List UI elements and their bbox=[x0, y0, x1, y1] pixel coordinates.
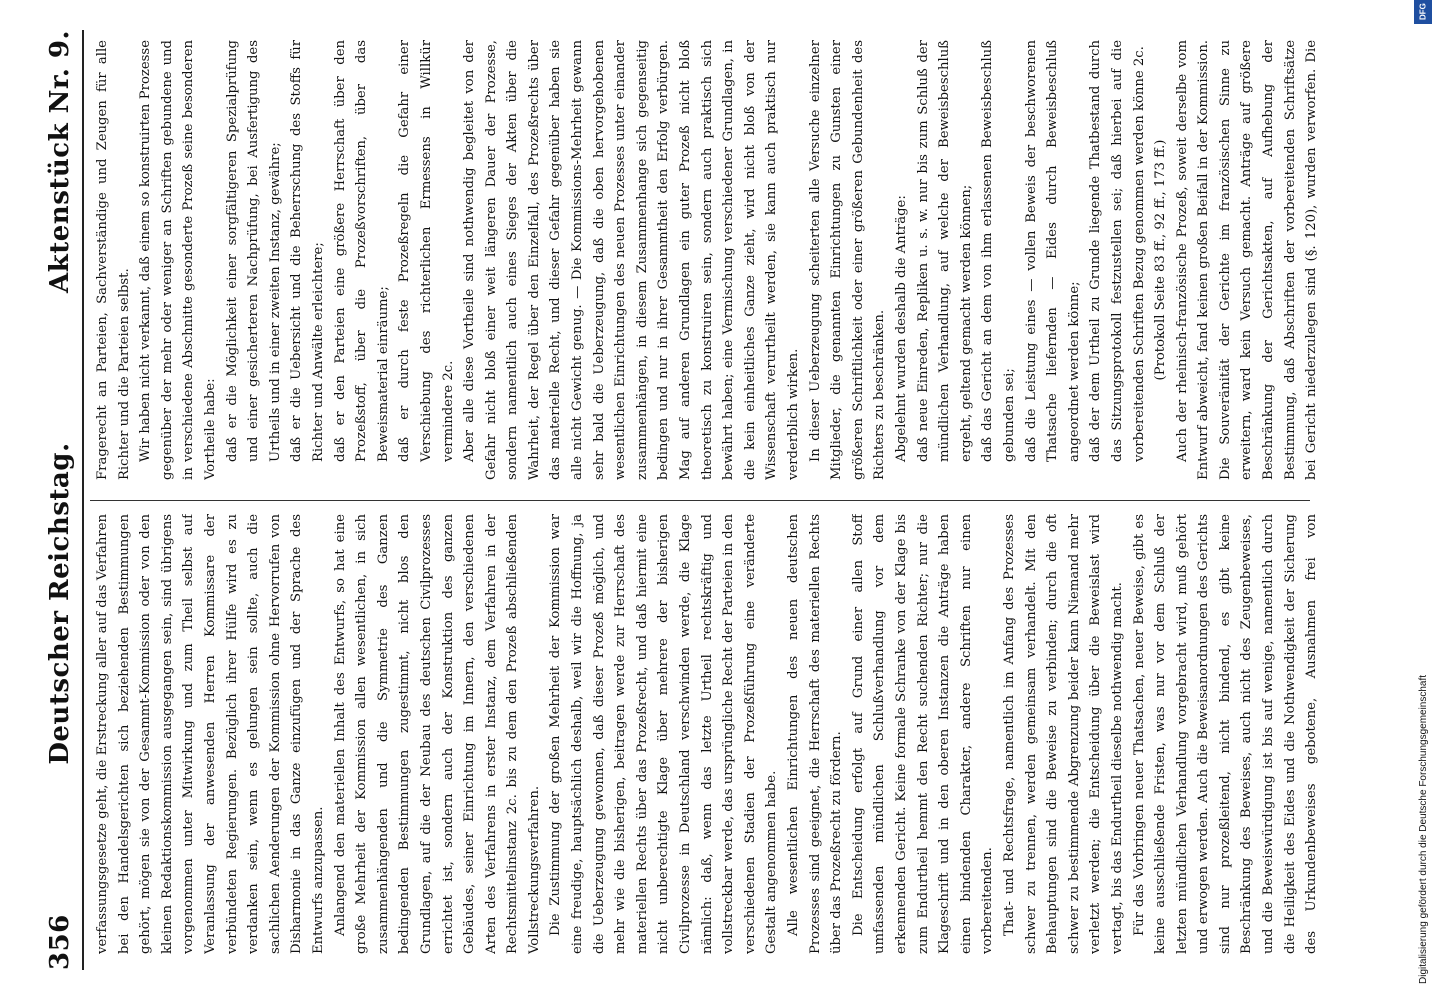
watermark-text: Digitalisierung gefördert durch die Deutsche Forschungsgemeinschaft bbox=[1418, 674, 1429, 984]
list-item: daß die Leistung eines — vollen Beweis der beschworenen Thatsache liefernden — Eides durch Beweisbeschluß angeordnet werden könne; bbox=[1023, 40, 1082, 462]
page-number: 356 bbox=[45, 914, 75, 970]
paragraph: Die Zustimmung der großen Mehrheit der Kommission war eine freudige, hauptsächlich deshalb, weil wir die Hoffnung, ja die Ueberzeugung gewonnen, daß dieser Prozeß möglich, und mehr wie die bisherigen, beitragen werde zur Herrschaft des materiellen Rechts über das Prozeßrecht, und daß hiermit eine nicht unberechtigte Klage über mehrere der bisherigen Civilprozesse in Deutschland verschwinden werde, die Klage nämlich: daß, wenn das letzte Urtheil rechtskräftig und vollstreckbar werde, das ursprüngliche Recht der Parteien in den verschiedenen Stadien der Prozeßführung eine veränderte Gestalt angenommen habe. bbox=[548, 514, 780, 954]
paragraph: Abgelehnt wurden deshalb die Anträge: bbox=[893, 195, 909, 462]
paragraph: Fragerecht an Parteien, Sachverständige und Zeugen für alle Richter und die Parteien selbst. bbox=[95, 40, 132, 480]
list-item: daß das Gericht an dem von ihm erlassenen Beweisbeschluß gebunden sei; bbox=[980, 40, 1017, 462]
page-header bbox=[40, 30, 80, 970]
dfg-logo: DFG bbox=[1414, 0, 1432, 24]
paragraph: Für das Vorbringen neuer Thatsachen, neuer Beweise, gibt es keine ausschließende Fristen, was nur vor dem Schluß der letzten mündlichen Verhandlung vorgebracht wird, muß gehört und erwogen werden. Auch die Beweisanordnungen des Gerichts sind nur prozeßleitend, nicht bindend, es gibt keine Beschränkung des Beweises, auch nicht des Zeugenbeweises, und die Beweiswürdigung ist bis auf wenige, namentlich durch die Heiligkeit des Eides und die Nothwendigkeit der Sicherung des Urkundenbeweises gebotene, Ausnahmen frei von bbox=[1131, 514, 1320, 954]
paragraph: Auch der rheinisch-französische Prozeß, soweit derselbe vom Entwurf abweicht, fand keinen großen Beifall in der Kommission. Die Souveränität der Gerichte im französischen Sinne zu erweitern, ward kein Versuch gemacht. Anträge auf größere Beschränkung der Gerichtsakten, auf Aufhebung der Bestimmung, daß Abschriften der vorbereitenden Schriftsätze bei Gericht niederzulegen sind (§. 120), wurden verworfen. Die bbox=[1174, 40, 1320, 480]
list-item: daß der dem Urtheil zu Grunde liegende Thatbestand durch das Sitzungsprotokoll festzustellen sei; daß hierbei auf die vorbereitenden Schriften Bezug genommen werden könne 2c. bbox=[1088, 40, 1147, 462]
paragraph: Die Entscheidung erfolgt auf Grund einer allen Stoff umfassenden mündlichen Schlußverhandlung vor dem erkennenden Gericht. Keine formale Schranke von der Klage bis zum Endurtheil hemmt den Recht suchenden Richter; nur die Klageschrift und in den oberen Instanzen die Anträge haben einen bindenden Charakter, andere Schriften nur einen vorbereitenden. bbox=[850, 514, 996, 954]
paragraph: Alle wesentlichen Einrichtungen des neuen deutschen Prozesses sind geeignet, die Herrschaft des materiellen Rechts über das Prozeßrecht zu fördern. bbox=[786, 514, 845, 954]
paragraph: That- und Rechtsfrage, namentlich im Anfang des Prozesses schwer zu trennen, werden gemeinsam verhandelt. Mit den Behauptungen sind die Beweise zu verbinden; durch die oft schwer zu bestimmende Abgrenzung beider kann Niemand mehr verletzt werden; die Entscheidung über die Beweislast wird vertagt, bis das Endurtheil dieselbe nothwendig macht. bbox=[1001, 514, 1125, 954]
column-divider bbox=[90, 500, 1310, 501]
list-item: daß er die Uebersicht und die Beherrschung des Stoffs für Richter und Anwälte erleichtere; bbox=[289, 40, 326, 462]
document-reference: Aktenstück Nr. 9. bbox=[45, 30, 75, 293]
protocol-reference: (Protokoll Seite 83 ff., 92 ff., 173 ff.) bbox=[1153, 139, 1169, 381]
dfg-watermark bbox=[1414, 0, 1432, 1000]
list-item: daß er die Möglichkeit einer sorgfältigeren Spezialprüfung und einer gesicherteren Nachprüfung, bei Ausfertigung des Urtheils und in einer zweiten Instanz, gewähre; bbox=[224, 40, 283, 462]
paragraph: Wir haben nicht verkannt, daß einem so konstruirten Prozesse gegenüber der mehr oder weniger an Schriften gebundene und in verschiedene Abschnitte gesonderte Prozeß seine besonderen Vortheile habe: bbox=[138, 40, 218, 480]
paragraph: verfassungsgesetze geht, die Erstreckung aller auf das Verfahren bei den Handelsgerichten sich beziehenden Bestimmungen gehört, mögen sie von der Gesammt-Kommission oder von den kleinen Redaktionskommission ausgegangen sein, sind übrigens vorgenommen unter Mitwirkung und zum Theil selbst auf Veranlassung der anwesenden Herren Kommissare der verbündeten Regierungen. Bezüglich ihrer Hülfe wird es zu verdanken sein, wenn es gelungen sein sollte, auch die sachlichen Aenderungen der Kommission ohne Hervorrufen von Disharmonie in das Ganze einzufügen und der Sprache des Entwurfs anzupassen. bbox=[95, 514, 326, 954]
paragraph: Anlangend den materiellen Inhalt des Entwurfs, so hat eine große Mehrheit der Kommission allen wesentlichen, in sich zusammenhängenden und die Symmetrie des Ganzen bedingenden Bestimmungen zugestimmt, nicht blos den Grundlagen, auf die der Neubau des deutschen Civilprozesses errichtet ist, sondern auch der Konstruktion des ganzen Gebäudes, seiner Einrichtung im Innern, den verschiedenen Arten des Verfahrens in erster Instanz, dem Verfahren in der Rechtsmittelinstanz 2c. bis zu dem den Prozeß abschließenden Vollstreckungsverfahren. bbox=[332, 514, 542, 954]
list-item: daß neue Einreden, Repliken u. s. w. nur bis zum Schluß der mündlichen Verhandlung, auf welche der Beweisbeschluß ergeht, geltend gemacht werden können; bbox=[915, 40, 974, 462]
right-column bbox=[92, 40, 1320, 480]
left-column bbox=[92, 514, 1320, 954]
list-item: daß er durch feste Prozeßregeln die Gefahr einer Verschiebung des richterlichen Ermessens in Willkür vermindere 2c. bbox=[397, 40, 456, 462]
header-rule bbox=[82, 30, 84, 970]
page-title: Deutscher Reichstag. bbox=[45, 442, 75, 765]
paragraph: In dieser Ueberzeugung scheiterten alle Versuche einzelner Mitglieder, die genannten Einrichtungen zu Gunsten einer größeren Schriftlichkeit oder einer größeren Gebundenheit des Richters zu beschränken. bbox=[807, 40, 888, 480]
list-item: daß er den Parteien eine größere Herrschaft über den Prozeßstoff, über die Prozeßvorschriften, über das Beweismaterial einräume; bbox=[332, 40, 391, 462]
paragraph: Aber alle diese Vortheile sind nothwendig begleitet von der Gefahr nicht bloß einer weit längeren Dauer der Prozesse, sondern namentlich auch eines Sieges der Akten über die Wahrheit, der Regel über den Einzelfall, des Prozeßrechts über das materielle Recht, und dieser Gefahr gegenüber haben sie alle nicht Gewicht genug. — Die Kommissions-Mehrheit gewann sehr bald die Ueberzeugung, daß die oben hervorgehobenen wesentlichen Einrichtungen des neuen Prozesses unter einander zusammenhängen, in diesem Zusammenhange sich gegenseitig bedingen und nur in ihrer Gesammtheit den Erfolg verbürgen. Mag auf anderen Grundlagen ein guter Prozeß nicht bloß theoretisch zu konstruiren sein, sondern auch praktisch sich bewährt haben; eine Vermischung verschiedener Grundlagen, in die kein einheitliches Ganze zieht, wird nicht bloß von der Wissenschaft verurtheilt werden, sie kann auch praktisch nur verderblich wirken. bbox=[462, 40, 801, 480]
